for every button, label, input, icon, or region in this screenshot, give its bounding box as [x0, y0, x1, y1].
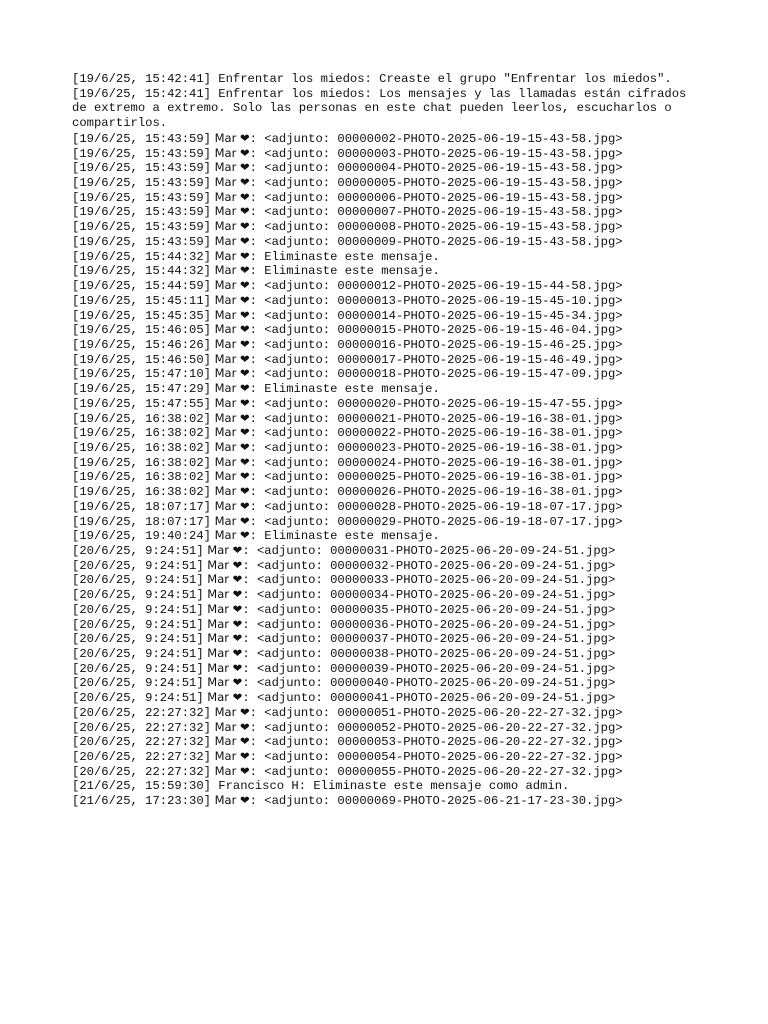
message-text: : <adjunto: 00000024-PHOTO-2025-06-19-16-38-01.jpg>: [249, 455, 623, 470]
message-sender: ‎Mar‎ ❤: [210, 336, 250, 351]
message-timestamp: [20/6/25, 9:24:51]: [72, 573, 204, 588]
message-sender: ‎Mar‎ ❤: [210, 292, 250, 307]
message-sender: ‎Mar‎ ❤: [210, 793, 250, 808]
message-sender: ‎Mar‎ ❤: [203, 675, 243, 690]
chat-message-line: [72, 631, 702, 646]
message-text: : <adjunto: 00000031-PHOTO-2025-06-20-09-24-51.jpg>: [242, 544, 616, 558]
message-sender: ‎Mar‎ ❤: [210, 395, 250, 410]
message-timestamp: [19/6/25, 15:43:59]: [72, 146, 211, 161]
chat-message-line: [72, 543, 702, 558]
message-text: : <adjunto: 00000025-PHOTO-2025-06-19-16-38-01.jpg>: [249, 470, 623, 485]
message-sender: ‎Mar‎ ❤: [210, 130, 250, 145]
message-timestamp: [19/6/25, 16:38:02]: [72, 426, 211, 441]
message-timestamp: [19/6/25, 15:45:35]: [72, 308, 211, 323]
message-timestamp: [20/6/25, 22:27:32]: [72, 705, 211, 720]
message-sender: ‎Mar‎ ❤: [210, 219, 250, 234]
message-text: : <adjunto: 00000033-PHOTO-2025-06-20-09-24-51.jpg>: [242, 573, 616, 588]
message-text: : <adjunto: 00000015-PHOTO-2025-06-19-15-46-04.jpg>: [249, 323, 623, 338]
message-sender: ‎Mar‎ ❤: [203, 587, 243, 602]
message-timestamp: [19/6/25, 18:07:17]: [72, 499, 211, 514]
chat-message-line: [72, 558, 702, 573]
message-text: : Eliminaste este mensaje.: [249, 529, 440, 544]
chat-message-line: [72, 764, 702, 779]
message-timestamp: [20/6/25, 9:24:51]: [72, 632, 204, 647]
system-message-line: [19/6/25, 15:42:41] Enfrentar los miedos: Creaste el grupo "Enfrentar los miedos".: [72, 72, 672, 86]
message-timestamp: [19/6/25, 15:46:26]: [72, 337, 211, 352]
message-sender: ‎Mar‎ ❤: [210, 734, 250, 749]
message-sender: ‎Mar‎ ❤: [210, 439, 250, 454]
message-timestamp: [20/6/25, 9:24:51]: [72, 602, 204, 617]
message-sender: ‎Mar‎ ❤: [210, 307, 250, 322]
message-text: : <adjunto: 00000005-PHOTO-2025-06-19-15-43-58.jpg>: [249, 176, 623, 191]
message-text: : <adjunto: 00000055-PHOTO-2025-06-20-22-27-32.jpg>: [249, 764, 623, 779]
message-text: : <adjunto: 00000041-PHOTO-2025-06-20-09-24-51.jpg>: [242, 691, 616, 706]
chat-message-line: [72, 793, 702, 808]
message-timestamp: [20/6/25, 9:24:51]: [72, 647, 204, 662]
message-timestamp: [19/6/25, 16:38:02]: [72, 485, 211, 500]
message-text: : <adjunto: 00000035-PHOTO-2025-06-20-09-24-51.jpg>: [242, 602, 616, 617]
chat-message-line: [72, 617, 702, 632]
message-text: : <adjunto: 00000020-PHOTO-2025-06-19-15-47-55.jpg>: [249, 396, 623, 411]
chat-message-line: [72, 528, 702, 543]
message-timestamp: [19/6/25, 15:44:32]: [72, 264, 211, 279]
message-sender: ‎Mar‎ ❤: [210, 763, 250, 778]
message-text: : <adjunto: 00000008-PHOTO-2025-06-19-15-43-58.jpg>: [249, 220, 623, 235]
message-sender: ‎Mar‎ ❤: [210, 351, 250, 366]
chat-message-line: [72, 249, 702, 264]
message-sender: ‎Mar‎ ❤: [203, 616, 243, 631]
message-text: : <adjunto: 00000039-PHOTO-2025-06-20-09-24-51.jpg>: [242, 661, 616, 676]
chat-message-line: [72, 146, 702, 161]
message-text: : <adjunto: 00000022-PHOTO-2025-06-19-16-38-01.jpg>: [249, 426, 623, 441]
message-timestamp: [19/6/25, 15:43:59]: [72, 161, 211, 176]
message-sender: ‎Mar‎ ❤: [210, 366, 250, 381]
chat-transcript: [72, 72, 702, 808]
message-timestamp: [20/6/25, 9:24:51]: [72, 691, 204, 706]
message-sender: ‎Mar‎ ❤: [210, 528, 250, 543]
chat-message-line: [72, 278, 702, 293]
message-text: : <adjunto: 00000023-PHOTO-2025-06-19-16-38-01.jpg>: [249, 440, 623, 455]
message-sender: ‎Mar‎ ❤: [210, 381, 250, 396]
message-text: : <adjunto: 00000006-PHOTO-2025-06-19-15-43-58.jpg>: [249, 190, 623, 205]
message-text: : <adjunto: 00000004-PHOTO-2025-06-19-15-43-58.jpg>: [249, 161, 623, 176]
message-timestamp: [19/6/25, 15:47:29]: [72, 382, 211, 397]
message-timestamp: [20/6/25, 9:24:51]: [72, 617, 204, 632]
message-sender: ‎Mar‎ ❤: [210, 175, 250, 190]
message-text: : <adjunto: 00000012-PHOTO-2025-06-19-15-44-58.jpg>: [249, 279, 623, 294]
message-sender: ‎Mar‎ ❤: [203, 572, 243, 587]
chat-message-line: [72, 308, 702, 323]
message-sender: ‎Mar‎ ❤: [210, 469, 250, 484]
message-timestamp: [19/6/25, 15:45:11]: [72, 293, 211, 308]
chat-message-line: [72, 484, 702, 499]
message-timestamp: [20/6/25, 9:24:51]: [72, 544, 204, 558]
message-timestamp: [20/6/25, 9:24:51]: [72, 588, 204, 603]
message-timestamp: [20/6/25, 9:24:51]: [72, 558, 204, 573]
message-sender: ‎Mar‎ ❤: [203, 601, 243, 616]
message-timestamp: [20/6/25, 22:27:32]: [72, 735, 211, 750]
message-text: : <adjunto: 00000026-PHOTO-2025-06-19-16-38-01.jpg>: [249, 485, 623, 500]
message-text: : <adjunto: 00000069-PHOTO-2025-06-21-17-23-30.jpg>: [249, 794, 623, 809]
message-timestamp: [20/6/25, 22:27:32]: [72, 750, 211, 765]
message-sender: ‎Mar‎ ❤: [210, 233, 250, 248]
chat-message-line: [72, 175, 702, 190]
message-timestamp: [20/6/25, 22:27:32]: [72, 764, 211, 779]
message-text: : Eliminaste este mensaje.: [249, 264, 440, 279]
message-sender: ‎Mar‎ ❤: [203, 660, 243, 675]
message-text: : <adjunto: 00000054-PHOTO-2025-06-20-22-27-32.jpg>: [249, 750, 623, 765]
message-timestamp: [19/6/25, 18:07:17]: [72, 514, 211, 529]
message-timestamp: [19/6/25, 15:47:10]: [72, 367, 211, 382]
message-sender: ‎Mar‎ ❤: [210, 498, 250, 513]
message-sender: ‎Mar‎ ❤: [210, 410, 250, 425]
message-sender: ‎Mar‎ ❤: [210, 263, 250, 278]
message-text: : <adjunto: 00000007-PHOTO-2025-06-19-15-43-58.jpg>: [249, 205, 623, 220]
chat-message-line: [72, 587, 702, 602]
chat-message-line: [72, 204, 702, 219]
system-message-line: [21/6/25, 15:59:30] Francisco H: Eliminaste este mensaje como admin.: [72, 778, 570, 793]
chat-message-line: [72, 675, 702, 690]
message-text: : <adjunto: 00000018-PHOTO-2025-06-19-15-47-09.jpg>: [249, 367, 623, 382]
message-text: : <adjunto: 00000037-PHOTO-2025-06-20-09-24-51.jpg>: [242, 632, 616, 647]
message-sender: ‎Mar‎ ❤: [210, 248, 250, 263]
message-timestamp: [21/6/25, 17:23:30]: [72, 794, 211, 809]
chat-message-line: [72, 469, 702, 484]
message-text: : <adjunto: 00000034-PHOTO-2025-06-20-09-24-51.jpg>: [242, 588, 616, 603]
message-text: : <adjunto: 00000013-PHOTO-2025-06-19-15-45-10.jpg>: [249, 293, 623, 308]
system-message-line: [19/6/25, 15:42:41] Enfrentar los miedos: Los mensajes y las llamadas están cifrados de extremo a extremo. Solo las personas en este chat pueden leerlos, escucharlos o compartirlos.: [72, 86, 694, 131]
message-sender: ‎Mar‎ ❤: [203, 631, 243, 646]
chat-message-line: [72, 381, 702, 396]
message-text: : <adjunto: 00000051-PHOTO-2025-06-20-22-27-32.jpg>: [249, 705, 623, 720]
chat-message-line: [72, 734, 702, 749]
message-timestamp: [19/6/25, 15:43:59]: [72, 205, 211, 220]
message-sender: ‎Mar‎ ❤: [203, 543, 243, 557]
chat-message-line: [72, 425, 702, 440]
message-text: : <adjunto: 00000038-PHOTO-2025-06-20-09-24-51.jpg>: [242, 647, 616, 662]
chat-message-line: [72, 352, 702, 367]
message-timestamp: [19/6/25, 16:38:02]: [72, 470, 211, 485]
message-timestamp: [19/6/25, 16:38:02]: [72, 440, 211, 455]
message-text: : <adjunto: 00000040-PHOTO-2025-06-20-09-24-51.jpg>: [242, 676, 616, 691]
message-text: : <adjunto: 00000016-PHOTO-2025-06-19-15-46-25.jpg>: [249, 337, 623, 352]
message-sender: ‎Mar‎ ❤: [210, 484, 250, 499]
chat-message-line: [72, 322, 702, 337]
message-text: : <adjunto: 00000029-PHOTO-2025-06-19-18-07-17.jpg>: [249, 514, 623, 529]
message-sender: ‎Mar‎ ❤: [210, 513, 250, 528]
message-text: : <adjunto: 00000036-PHOTO-2025-06-20-09-24-51.jpg>: [242, 617, 616, 632]
message-sender: ‎Mar‎ ❤: [203, 690, 243, 705]
chat-message-line: [72, 190, 702, 205]
chat-message-line: [72, 160, 702, 175]
chat-message-line: [72, 705, 702, 720]
message-sender: ‎Mar‎ ❤: [210, 160, 250, 175]
message-text: : Eliminaste este mensaje.: [249, 382, 440, 397]
chat-message-line: [72, 440, 702, 455]
message-sender: ‎Mar‎ ❤: [203, 646, 243, 661]
message-text: : <adjunto: 00000052-PHOTO-2025-06-20-22-27-32.jpg>: [249, 720, 623, 735]
chat-message-line: [72, 366, 702, 381]
message-sender: ‎Mar‎ ❤: [210, 204, 250, 219]
chat-message-line: [72, 514, 702, 529]
message-sender: ‎Mar‎ ❤: [210, 704, 250, 719]
message-timestamp: [19/6/25, 15:44:59]: [72, 279, 211, 294]
chat-message-line: [72, 219, 702, 234]
message-timestamp: [19/6/25, 19:40:24]: [72, 529, 211, 544]
message-sender: ‎Mar‎ ❤: [210, 719, 250, 734]
chat-message-line: [72, 293, 702, 308]
message-timestamp: [19/6/25, 15:43:59]: [72, 176, 211, 191]
message-sender: ‎Mar‎ ❤: [210, 145, 250, 160]
chat-message-line: [72, 234, 702, 249]
message-timestamp: [19/6/25, 15:46:05]: [72, 323, 211, 338]
message-timestamp: [19/6/25, 15:44:32]: [72, 249, 211, 264]
message-timestamp: [20/6/25, 9:24:51]: [72, 676, 204, 691]
message-text: : <adjunto: 00000003-PHOTO-2025-06-19-15-43-58.jpg>: [249, 146, 623, 161]
chat-message-line: [72, 337, 702, 352]
chat-message-line: [72, 499, 702, 514]
message-timestamp: [20/6/25, 9:24:51]: [72, 661, 204, 676]
message-timestamp: [19/6/25, 15:43:59]: [72, 131, 211, 146]
chat-message-line: [72, 690, 702, 705]
message-timestamp: [20/6/25, 22:27:32]: [72, 720, 211, 735]
message-text: : <adjunto: 00000021-PHOTO-2025-06-19-16-38-01.jpg>: [249, 411, 623, 426]
chat-message-line: [72, 749, 702, 764]
message-timestamp: [19/6/25, 15:47:55]: [72, 396, 211, 411]
message-timestamp: [19/6/25, 16:38:02]: [72, 411, 211, 426]
chat-message-line: [72, 411, 702, 426]
message-timestamp: [19/6/25, 15:43:59]: [72, 234, 211, 249]
message-text: : <adjunto: 00000017-PHOTO-2025-06-19-15-46-49.jpg>: [249, 352, 623, 367]
message-sender: ‎Mar‎ ❤: [210, 454, 250, 469]
message-text: : <adjunto: 00000053-PHOTO-2025-06-20-22-27-32.jpg>: [249, 735, 623, 750]
message-timestamp: [19/6/25, 16:38:02]: [72, 455, 211, 470]
message-timestamp: [19/6/25, 15:43:59]: [72, 220, 211, 235]
chat-message-line: [72, 263, 702, 278]
message-text: : <adjunto: 00000028-PHOTO-2025-06-19-18-07-17.jpg>: [249, 499, 623, 514]
message-text: : <adjunto: 00000032-PHOTO-2025-06-20-09-24-51.jpg>: [242, 558, 616, 573]
message-sender: ‎Mar‎ ❤: [210, 278, 250, 293]
chat-message-line: [72, 720, 702, 735]
chat-message-line: [72, 396, 702, 411]
message-timestamp: [19/6/25, 15:43:59]: [72, 190, 211, 205]
message-sender: ‎Mar‎ ❤: [210, 189, 250, 204]
message-timestamp: [19/6/25, 15:46:50]: [72, 352, 211, 367]
chat-message-line: [72, 455, 702, 470]
message-sender: ‎Mar‎ ❤: [210, 425, 250, 440]
message-sender: ‎Mar‎ ❤: [210, 322, 250, 337]
chat-message-line: [72, 572, 702, 587]
message-sender: ‎Mar‎ ❤: [203, 557, 243, 572]
message-text: : <adjunto: 00000009-PHOTO-2025-06-19-15-43-58.jpg>: [249, 234, 623, 249]
chat-message-line: [72, 602, 702, 617]
chat-message-line: [72, 661, 702, 676]
chat-message-line: [72, 131, 702, 146]
message-text: : Eliminaste este mensaje.: [249, 249, 440, 264]
chat-message-line: [72, 646, 702, 661]
message-sender: ‎Mar‎ ❤: [210, 749, 250, 764]
message-text: : <adjunto: 00000014-PHOTO-2025-06-19-15-45-34.jpg>: [249, 308, 623, 323]
message-text: : <adjunto: 00000002-PHOTO-2025-06-19-15-43-58.jpg>: [249, 131, 623, 146]
